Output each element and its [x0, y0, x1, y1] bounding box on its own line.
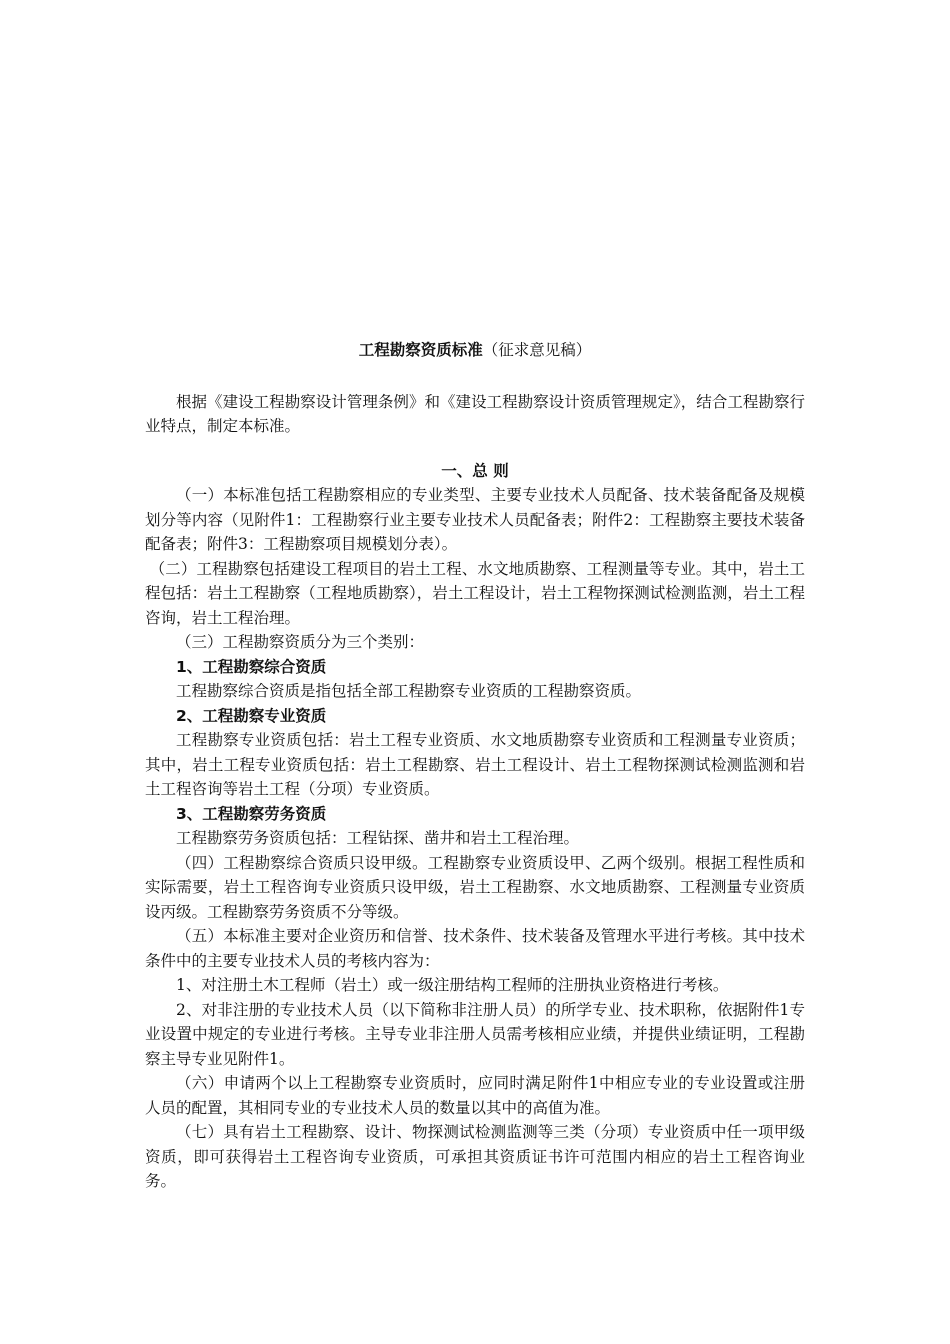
- document-title: [145, 338, 805, 363]
- paragraph-9: 1、对注册土木工程师（岩土）或一级注册结构工程师的注册执业资格进行考核。: [176, 976, 729, 994]
- paragraph-6: 工程勘察劳务资质包括：工程钻探、凿井和岩土工程治理。: [176, 829, 580, 847]
- section-heading-general: 一、总 则: [441, 461, 509, 480]
- paragraph-8: （五）本标准主要对企业资历和信誉、技术条件、技术装备及管理水平进行考核。其中技术条件中的主要专业技术人员的考核内容为：: [145, 927, 805, 970]
- title-main: 工程勘察资质标准: [358, 341, 483, 359]
- paragraph-3: （三）工程勘察资质分为三个类别：: [176, 633, 425, 651]
- subheading-specialty: 2、工程勘察专业资质: [176, 706, 327, 725]
- subheading-labor: 3、工程勘察劳务资质: [176, 804, 327, 823]
- paragraph-10: 2、对非注册的专业技术人员（以下简称非注册人员）的所学专业、技术职称，依据附件1专业设置中规定的专业进行考核。主导专业非注册人员需考核相应业绩，并提供业绩证明，工程勘察主导专业见附件1。: [145, 1000, 805, 1068]
- paragraph-7: （四）工程勘察综合资质只设甲级。工程勘察专业资质设甲、乙两个级别。根据工程性质和实际需要，岩土工程咨询专业资质只设甲级，岩土工程勘察、水文地质勘察、工程测量专业资质设丙级。工程勘察劳务资质不分等级。: [145, 853, 805, 921]
- paragraph-11: （六）申请两个以上工程勘察专业资质时，应同时满足附件1中相应专业的专业设置或注册人员的配置，其相同专业的专业技术人员的数量以其中的高值为准。: [145, 1074, 805, 1117]
- paragraph-4: 工程勘察综合资质是指包括全部工程勘察专业资质的工程勘察资质。: [176, 682, 642, 700]
- paragraph-2: （二）工程勘察包括建设工程项目的岩土工程、水文地质勘察、工程测量等专业。其中，岩土工程包括：岩土工程勘察（工程地质勘察），岩土工程设计，岩土工程物探测试检测监测，岩土工程咨询，岩土工程治理。: [145, 559, 805, 627]
- document-page: [145, 338, 805, 1194]
- paragraph-5: 工程勘察专业资质包括：岩土工程专业资质、水文地质勘察专业资质和工程测量专业资质；其中，岩土工程专业资质包括：岩土工程勘察、岩土工程设计、岩土工程物探测试检测监测和岩土工程咨询等岩土工程（分项）专业资质。: [145, 731, 805, 798]
- title-sub: （征求意见稿）: [482, 341, 592, 359]
- intro-paragraph: 根据《建设工程勘察设计管理条例》和《建设工程勘察设计资质管理规定》，结合工程勘察行业特点，制定本标准。: [145, 392, 805, 435]
- subheading-comprehensive: 1、工程勘察综合资质: [176, 657, 327, 676]
- paragraph-12: （七）具有岩土工程勘察、设计、物探测试检测监测等三类（分项）专业资质中任一项甲级资质，即可获得岩土工程咨询专业资质，可承担其资质证书许可范围内相应的岩土工程咨询业务。: [145, 1123, 805, 1190]
- paragraph-1: （一）本标准包括工程勘察相应的专业类型、主要专业技术人员配备、技术装备配备及规模划分等内容（见附件1：工程勘察行业主要专业技术人员配备表；附件2：工程勘察主要技术装备配备表；附件3：工程勘察项目规模划分表）。: [145, 486, 805, 553]
